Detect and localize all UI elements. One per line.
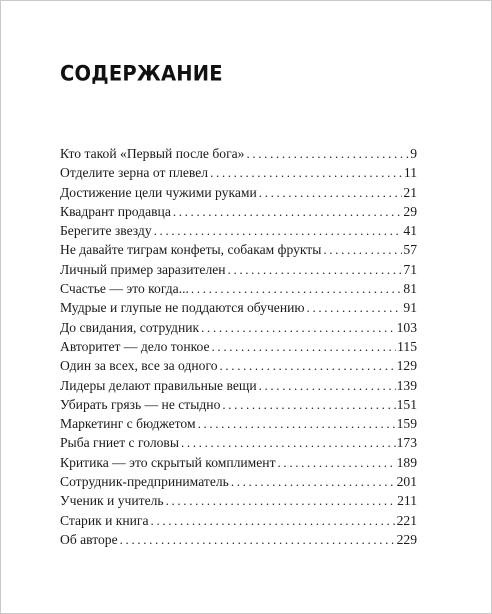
toc-entry-page: 29 — [403, 203, 417, 219]
toc-entry-page: 151 — [396, 396, 417, 412]
toc-entry — [60, 414, 417, 433]
toc-entry-title: До свидания, сотрудник — [60, 319, 200, 335]
toc-entry-page: 201 — [396, 474, 417, 490]
toc-entry — [60, 202, 417, 221]
toc-entry-title: Сотрудник-предприниматель — [60, 474, 229, 490]
dot-leader — [164, 491, 397, 510]
toc-entry — [60, 240, 417, 259]
toc-entry-title: Старик и книга — [60, 512, 149, 528]
toc-entry — [60, 530, 417, 549]
toc-entry-page: 229 — [396, 531, 417, 547]
toc-entry-title: Личный пример заразителен — [60, 261, 226, 277]
dot-leader — [226, 260, 403, 279]
toc-entry-title: Кто такой «Первый после бога» — [60, 146, 245, 161]
toc-entry-title: Отделите зерна от плевел — [60, 165, 209, 181]
toc-entry-title: Убирать грязь — не стыдно — [60, 396, 221, 412]
dot-leader — [257, 183, 403, 202]
toc-entry-page: 71 — [403, 261, 417, 277]
toc-entry-title: Достижение цели чужими руками — [60, 184, 257, 200]
toc-entry — [60, 395, 417, 414]
toc-entry-title: Авторитет — дело тонкое — [60, 338, 210, 354]
toc-entry-page: 159 — [396, 416, 417, 432]
toc-entry-page: 57 — [403, 242, 417, 258]
toc-entry-title: Мудрые и глупые не поддаются обучению — [60, 300, 305, 316]
dot-leader — [149, 511, 396, 530]
toc-entry-title: Квадрант продавца — [60, 203, 171, 219]
toc-entry-page: 91 — [403, 300, 417, 316]
toc-entry-title: Берегите звезду — [60, 223, 152, 239]
toc-entry-title: Не давайте тиграм конфеты, собакам фрукты — [60, 242, 322, 258]
toc-entry — [60, 260, 417, 279]
toc-entry-page: 221 — [396, 512, 417, 528]
page-title: СОДЕРЖАНИЕ — [60, 60, 223, 86]
toc-entry — [60, 337, 417, 356]
table-of-contents — [60, 144, 417, 549]
dot-leader — [321, 240, 402, 259]
dot-leader — [208, 163, 403, 182]
toc-entry — [60, 453, 417, 472]
toc-entry-page: 9 — [410, 146, 417, 161]
toc-entry-page: 41 — [403, 223, 417, 239]
toc-entry — [60, 298, 417, 317]
toc-entry-title: Один за всех, все за одного — [60, 358, 218, 374]
toc-entry — [60, 279, 417, 298]
dot-leader — [196, 414, 396, 433]
toc-entry-title: Лидеры делают правильные вещи — [60, 377, 257, 393]
toc-entry — [60, 163, 417, 182]
toc-entry-page: 81 — [403, 281, 417, 297]
toc-entry — [60, 433, 417, 452]
dot-leader — [171, 202, 403, 221]
toc-entry — [60, 472, 417, 491]
toc-entry-page: 21 — [403, 184, 417, 200]
toc-entry-title: Счастье — это когда... — [60, 281, 189, 297]
dot-leader — [218, 356, 396, 375]
toc-entry-page: 103 — [396, 319, 417, 335]
toc-entry — [60, 221, 417, 240]
dot-leader — [276, 453, 396, 472]
dot-leader — [244, 144, 409, 163]
dot-leader — [152, 221, 403, 240]
dot-leader — [118, 530, 396, 549]
toc-entry — [60, 318, 417, 337]
dot-leader — [305, 298, 403, 317]
dot-leader — [210, 337, 397, 356]
toc-entry-page: 139 — [396, 377, 417, 393]
toc-entry-page: 211 — [397, 493, 417, 509]
toc-entry-title: Об авторе — [60, 531, 118, 547]
toc-entry — [60, 491, 417, 510]
toc-entry-title: Критика — это скрытый комплимент — [60, 454, 276, 470]
dot-leader — [189, 279, 403, 298]
toc-entry — [60, 144, 417, 163]
toc-entry — [60, 356, 417, 375]
toc-entry — [60, 183, 417, 202]
toc-entry-page: 115 — [397, 338, 417, 354]
toc-entry-title: Маркетинг с бюджетом — [60, 416, 196, 432]
dot-leader — [220, 395, 395, 414]
toc-entry — [60, 376, 417, 395]
toc-entry-page: 189 — [396, 454, 417, 470]
toc-entry-title: Ученик и учитель — [60, 493, 164, 509]
toc-entry-title: Рыба гниет с головы — [60, 435, 179, 451]
toc-entry-page: 129 — [396, 358, 417, 374]
dot-leader — [229, 472, 396, 491]
toc-entry-page: 11 — [403, 165, 417, 181]
dot-leader — [179, 433, 396, 452]
toc-entry — [60, 511, 417, 530]
dot-leader — [199, 318, 395, 337]
toc-entry-page: 173 — [396, 435, 417, 451]
dot-leader — [257, 376, 396, 395]
